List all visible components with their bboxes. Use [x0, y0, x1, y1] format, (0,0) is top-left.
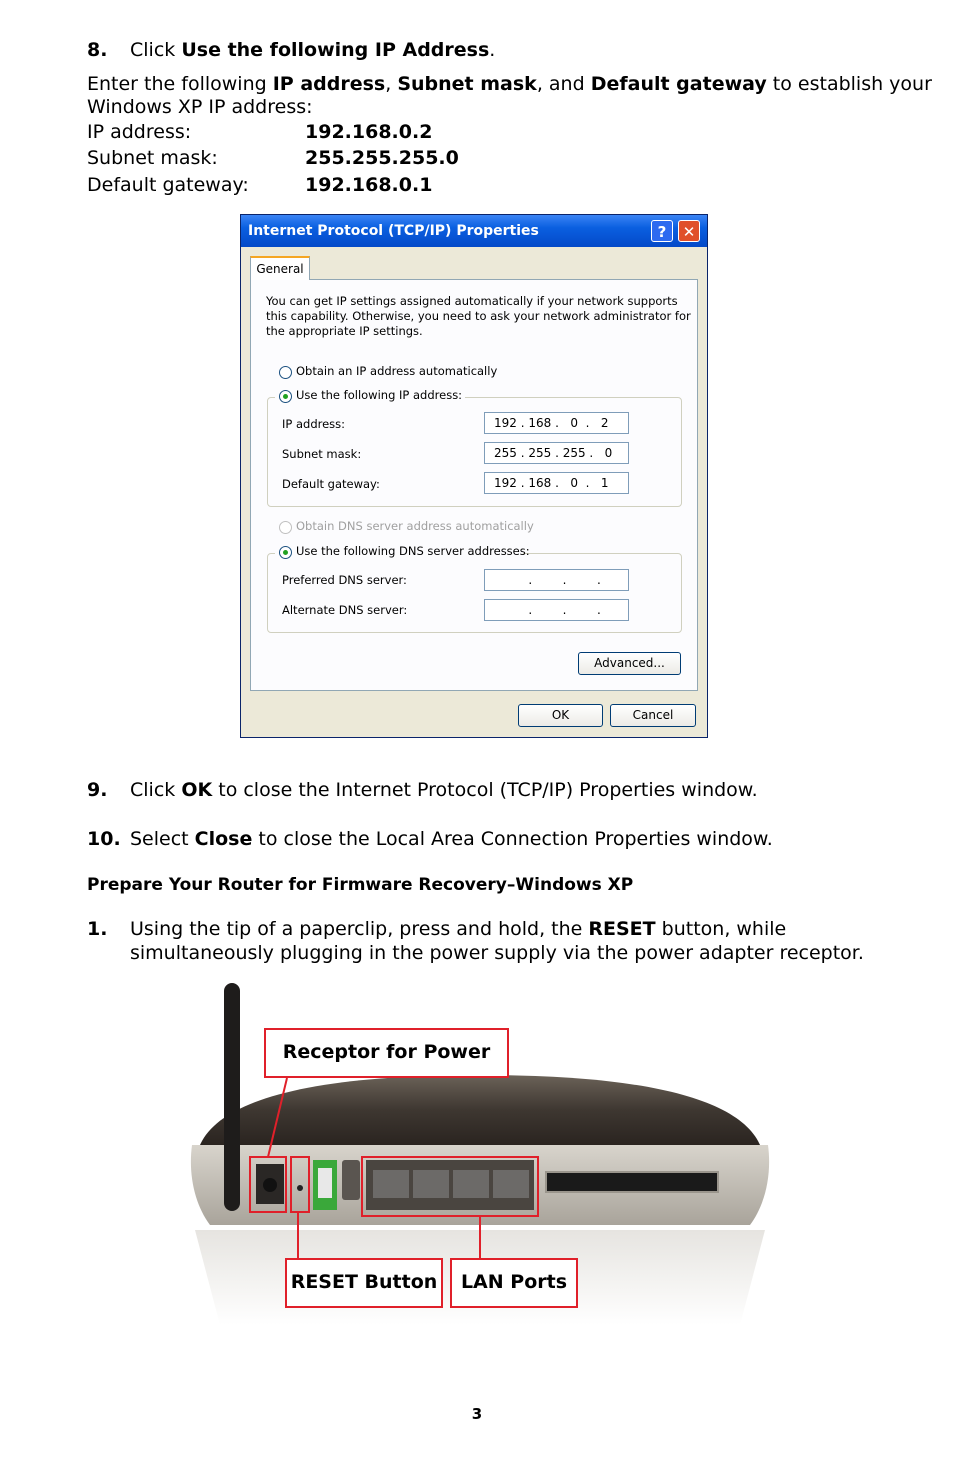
- step-text: button, while: [655, 918, 787, 940]
- step-text: .: [489, 39, 496, 61]
- intro-line-2: Windows XP IP address:: [87, 96, 313, 118]
- radio-obtain-ip-auto-label[interactable]: Obtain an IP address automatically: [296, 364, 498, 378]
- wan-port: [342, 1160, 360, 1200]
- step-8: [87, 39, 107, 62]
- subnet-mask-label: Subnet mask:: [282, 447, 362, 461]
- step-text: Select: [130, 828, 195, 850]
- ip-row-label: IP address:: [87, 121, 192, 143]
- step-10-text: [130, 828, 773, 851]
- intro-emphasis: IP address: [272, 73, 386, 95]
- ok-button[interactable]: OK: [518, 704, 603, 727]
- gateway-row-value: 192.168.0.1: [305, 174, 433, 196]
- intro-emphasis: Subnet mask: [397, 73, 537, 95]
- dialog-title-bar[interactable]: [241, 215, 707, 247]
- callout-power-receptor: Receptor for Power: [264, 1028, 509, 1078]
- step-number: 8.: [87, 39, 108, 61]
- intro-text: ,: [385, 73, 398, 95]
- step-emphasis: RESET: [588, 918, 656, 940]
- dialog-description-2: this capability. Otherwise, you need to ask your network administrator for: [266, 309, 691, 323]
- intro-text: to establish your: [766, 73, 932, 95]
- reset-hole: [297, 1185, 303, 1191]
- mask-row-label: Subnet mask:: [87, 147, 218, 169]
- dialog-title: Internet Protocol (TCP/IP) Properties: [248, 223, 539, 239]
- subnet-mask-field[interactable]: 255 . 255 . 255 . 0: [484, 442, 629, 464]
- lan-port: [453, 1170, 489, 1198]
- step-9-text: [130, 779, 758, 802]
- radio-use-dns-label[interactable]: Use the following DNS server addresses:: [296, 544, 530, 558]
- dialog-description-3: the appropriate IP settings.: [266, 324, 423, 338]
- card-slot: [546, 1172, 718, 1192]
- gateway-row-label: Default gateway:: [87, 174, 249, 196]
- intro-text: , and: [536, 73, 591, 95]
- step-9-number: 9.: [87, 779, 108, 801]
- alternate-dns-field[interactable]: . . .: [484, 599, 629, 621]
- step-emphasis: OK: [181, 779, 213, 801]
- default-gateway-label: Default gateway:: [282, 477, 380, 491]
- lan-port: [413, 1170, 449, 1198]
- dns-settings-group: [267, 553, 682, 633]
- preferred-dns-label: Preferred DNS server:: [282, 573, 407, 587]
- page-number: 3: [471, 1405, 483, 1423]
- cancel-button[interactable]: Cancel: [610, 704, 696, 727]
- step-emphasis: Use the following IP Address: [181, 39, 490, 61]
- ip-row-value: 192.168.0.2: [305, 121, 433, 143]
- callout-lan-ports: LAN Ports: [450, 1258, 578, 1308]
- step-text: Click: [130, 39, 182, 61]
- dialog-description-1: You can get IP settings assigned automatically if your network supports: [266, 294, 678, 308]
- radio-use-ip-label[interactable]: Use the following IP address:: [296, 388, 463, 402]
- default-gateway-field[interactable]: 192 . 168 . 0 . 1: [484, 472, 629, 494]
- step-text: to close the Local Area Connection Properties window.: [252, 828, 773, 850]
- antenna: [224, 983, 240, 1211]
- lan-port: [373, 1170, 409, 1198]
- router-top-shell: [200, 1075, 760, 1145]
- step-text: to close the Internet Protocol (TCP/IP) Properties window.: [212, 779, 758, 801]
- intro-text: Enter the following: [87, 73, 273, 95]
- radio-obtain-dns-auto[interactable]: [279, 521, 292, 534]
- power-jack-hole: [263, 1178, 277, 1192]
- step-1-number: 1.: [87, 918, 108, 940]
- mask-row-value: 255.255.255.0: [305, 147, 459, 169]
- radio-use-ip[interactable]: [279, 390, 292, 403]
- radio-use-dns[interactable]: [279, 546, 292, 559]
- step-8-text: [130, 39, 495, 62]
- alternate-dns-label: Alternate DNS server:: [282, 603, 408, 617]
- step-1-text: [130, 918, 786, 941]
- ip-address-field[interactable]: 192 . 168 . 0 . 2: [484, 412, 629, 434]
- radio-obtain-ip-auto[interactable]: [279, 366, 292, 379]
- preferred-dns-field[interactable]: . . .: [484, 569, 629, 591]
- intro-emphasis: Default gateway: [590, 73, 767, 95]
- tcpip-properties-dialog: [240, 214, 708, 738]
- close-icon[interactable]: ✕: [678, 220, 700, 242]
- usb-port: [318, 1168, 332, 1198]
- section-heading: Prepare Your Router for Firmware Recovery–Windows XP: [87, 875, 634, 895]
- callout-reset-button: RESET Button: [285, 1258, 443, 1308]
- step-text: Click: [130, 779, 182, 801]
- tab-general[interactable]: General: [250, 256, 310, 280]
- intro-line-1: [87, 73, 932, 96]
- step-text: Using the tip of a paperclip, press and hold, the: [130, 918, 589, 940]
- lan-port: [493, 1170, 529, 1198]
- help-icon[interactable]: ?: [651, 220, 673, 242]
- ip-address-label: IP address:: [282, 417, 346, 431]
- radio-obtain-dns-auto-label[interactable]: Obtain DNS server address automatically: [296, 519, 534, 533]
- step-emphasis: Close: [194, 828, 253, 850]
- step-10-number: 10.: [87, 828, 121, 850]
- advanced-button[interactable]: Advanced...: [578, 652, 681, 675]
- step-1-text-line-2: simultaneously plugging in the power supply via the power adapter receptor.: [130, 942, 864, 964]
